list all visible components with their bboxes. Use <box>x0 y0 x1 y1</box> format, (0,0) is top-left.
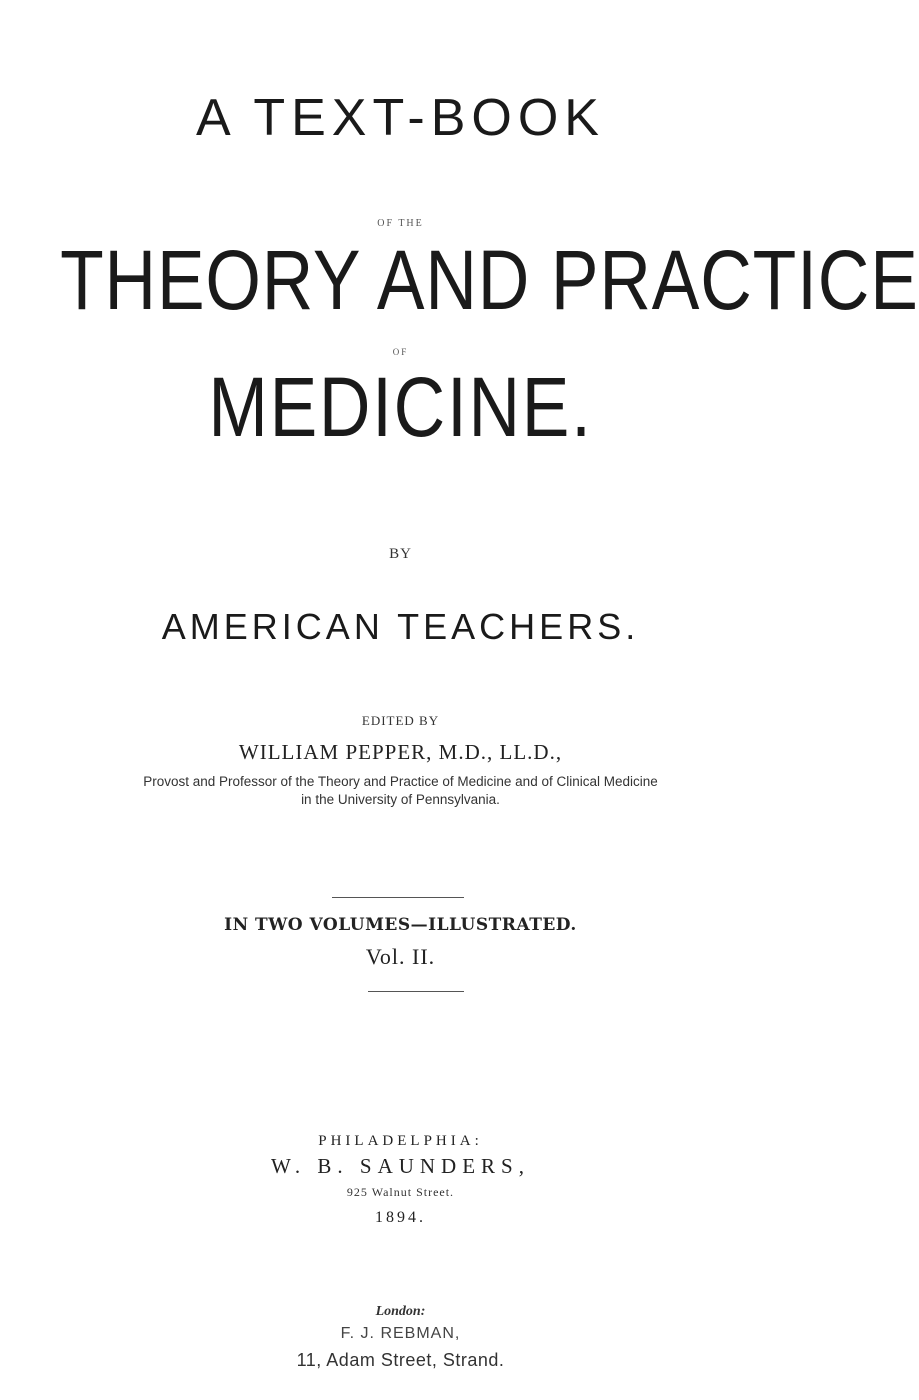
title-line-3: MEDICINE. <box>208 360 593 454</box>
editor-affiliation-line-2: in the University of Pennsylvania. <box>301 792 500 807</box>
authors-line: AMERICAN TEACHERS. <box>161 606 640 647</box>
volumes-line: IN TWO VOLUMES—ILLUSTRATED. <box>224 915 577 935</box>
edited-by-label: EDITED BY <box>361 713 440 728</box>
by-label: BY <box>389 546 412 562</box>
imprint-address: 925 Walnut Street. <box>346 1185 455 1199</box>
volume-number: Vol. II. <box>365 944 436 969</box>
imprint-year: 1894. <box>375 1209 426 1226</box>
title-of: OF <box>392 347 409 357</box>
london-address: 11, Adam Street, Strand. <box>296 1350 505 1370</box>
imprint-publisher: W. B. SAUNDERS, <box>270 1154 530 1178</box>
divider-rule-top <box>332 897 464 898</box>
imprint-city: PHILADELPHIA: <box>318 1133 483 1149</box>
title-line-2: THEORY AND PRACTICE <box>60 233 919 327</box>
title-of-the: OF THE <box>377 218 424 229</box>
editor-name: WILLIAM PEPPER, M.D., LL.D., <box>238 740 563 764</box>
title-line-1: A TEXT-BOOK <box>196 89 605 147</box>
editor-affiliation-line-1: Provost and Professor of the Theory and Practice of Medicine and of Clinical Medicine <box>143 774 658 789</box>
london-label: London: <box>375 1304 426 1319</box>
london-agent: F. J. REBMAN, <box>340 1325 461 1342</box>
divider-rule-bottom <box>368 991 464 992</box>
